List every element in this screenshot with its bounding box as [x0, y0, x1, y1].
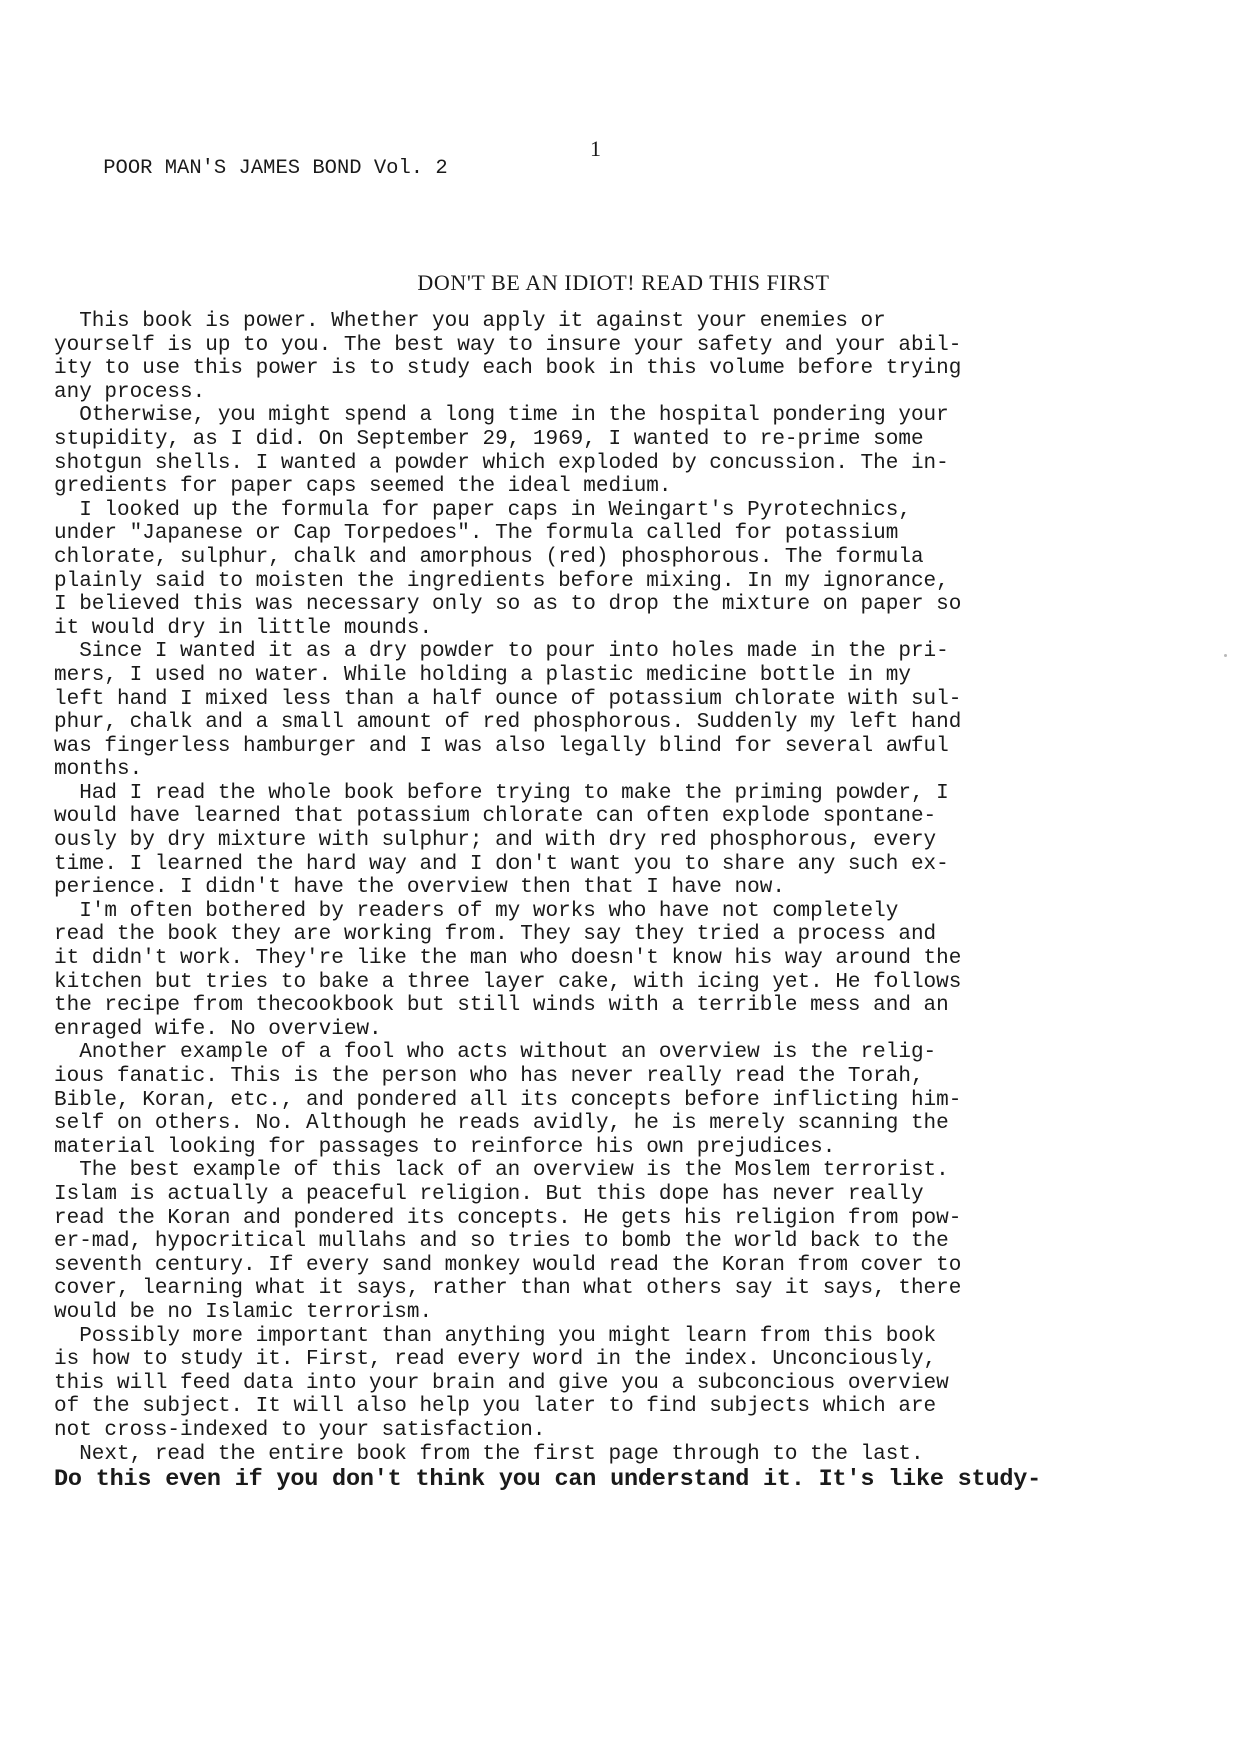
- text-line: I looked up the formula for paper caps in Weingart's Pyrotechnics,: [54, 498, 911, 522]
- text-line: The best example of this lack of an overview is the Moslem terrorist.: [54, 1159, 949, 1183]
- text-line: enraged wife. No overview.: [54, 1017, 382, 1041]
- text-line: it would dry in little mounds.: [54, 616, 433, 640]
- text-line: time. I learned the hard way and I don't want you to share any such ex-: [54, 852, 949, 876]
- text-line: ity to use this power is to study each book in this volume before trying: [54, 357, 962, 381]
- text-line: any process.: [54, 380, 206, 404]
- chapter-title: DON'T BE AN IDIOT! READ THIS FIRST: [417, 270, 830, 295]
- text-line: would have learned that potassium chlorate can often explode spontane-: [54, 805, 937, 829]
- text-line: shotgun shells. I wanted a powder which exploded by concussion. The in-: [54, 451, 949, 475]
- text-line: Since I wanted it as a dry powder to pour into holes made in the pri-: [54, 640, 949, 664]
- text-line: mers, I used no water. While holding a plastic medicine bottle in my: [54, 663, 911, 687]
- scan-speck: [1224, 654, 1227, 657]
- text-line: I'm often bothered by readers of my works who have not completely: [54, 899, 899, 923]
- text-line: plainly said to moisten the ingredients before mixing. In my ignorance,: [54, 569, 949, 593]
- text-line: phur, chalk and a small amount of red phosphorous. Suddenly my left hand: [54, 711, 962, 735]
- text-line: yourself is up to you. The best way to insure your safety and your abil-: [54, 333, 962, 357]
- text-line: cover, learning what it says, rather than what others say it says, there: [54, 1277, 962, 1301]
- text-line: of the subject. It will also help you later to find subjects which are: [54, 1395, 937, 1419]
- text-line: er-mad, hypocritical mullahs and so tries to bomb the world back to the: [54, 1230, 949, 1254]
- text-line-last: Do this even if you don't think you can understand it. It's like study-: [54, 1466, 1042, 1494]
- text-line: chlorate, sulphur, chalk and amorphous (red) phosphorous. The formula: [54, 545, 924, 569]
- text-line: gredients for paper caps seemed the ideal medium.: [54, 475, 672, 499]
- text-line: Had I read the whole book before trying to make the priming powder, I: [54, 781, 949, 805]
- text-line: material looking for passages to reinforce his own prejudices.: [54, 1135, 836, 1159]
- text-line: ously by dry mixture with sulphur; and with dry red phosphorous, every: [54, 829, 937, 853]
- text-line: kitchen but tries to bake a three layer cake, with icing yet. He follows: [54, 970, 962, 994]
- text-line: I believed this was necessary only so as to drop the mixture on paper so: [54, 593, 962, 617]
- running-header: [54, 134, 601, 226]
- text-line: stupidity, as I did. On September 29, 1969, I wanted to re-prime some: [54, 427, 924, 451]
- page-number: 1: [590, 136, 601, 161]
- text-line: Next, read the entire book from the first page through to the last.: [54, 1442, 924, 1466]
- text-line: ious fanatic. This is the person who has never really read the Torah,: [54, 1065, 924, 1088]
- running-title: POOR MAN'S JAMES BOND Vol. 2: [103, 157, 448, 180]
- text-line: perience. I didn't have the overview then that I have now.: [54, 876, 785, 900]
- text-line: under "Japanese or Cap Torpedoes". The formula called for potassium: [54, 522, 899, 546]
- text-line: not cross-indexed to your satisfaction.: [54, 1418, 546, 1442]
- text-line: Bible, Koran, etc., and pondered all its concepts before inflicting him-: [54, 1088, 962, 1112]
- text-line: Another example of a fool who acts without an overview is the relig-: [54, 1041, 937, 1065]
- text-line: Possibly more important than anything you might learn from this book: [54, 1324, 937, 1348]
- text-line: is how to study it. First, read every word in the index. Unconciously,: [54, 1348, 937, 1372]
- text-line: Islam is actually a peaceful religion. But this dope has never really: [54, 1182, 924, 1206]
- text-line: This book is power. Whether you apply it against your enemies or: [54, 310, 886, 333]
- text-line: read the book they are working from. They say they tried a process and: [54, 923, 937, 947]
- text-line: this will feed data into your brain and give you a subconcious overview: [54, 1371, 949, 1395]
- text-line: months.: [54, 758, 143, 782]
- text-line: Otherwise, you might spend a long time in the hospital pondering your: [54, 404, 949, 428]
- text-line: the recipe from thecookbook but still winds with a terrible mess and an: [54, 994, 949, 1018]
- text-line: seventh century. If every sand monkey would read the Koran from cover to: [54, 1253, 962, 1277]
- body-text: [54, 310, 1184, 1494]
- text-line: read the Koran and pondered its concepts. He gets his religion from pow-: [54, 1206, 962, 1230]
- text-line: self on others. No. Although he reads avidly, he is merely scanning the: [54, 1112, 949, 1136]
- text-line: left hand I mixed less than a half ounce of potassium chlorate with sul-: [54, 687, 962, 711]
- text-line: was fingerless hamburger and I was also legally blind for several awful: [54, 734, 949, 758]
- text-line: would be no Islamic terrorism.: [54, 1300, 433, 1324]
- text-line: it didn't work. They're like the man who doesn't know his way around the: [54, 947, 962, 971]
